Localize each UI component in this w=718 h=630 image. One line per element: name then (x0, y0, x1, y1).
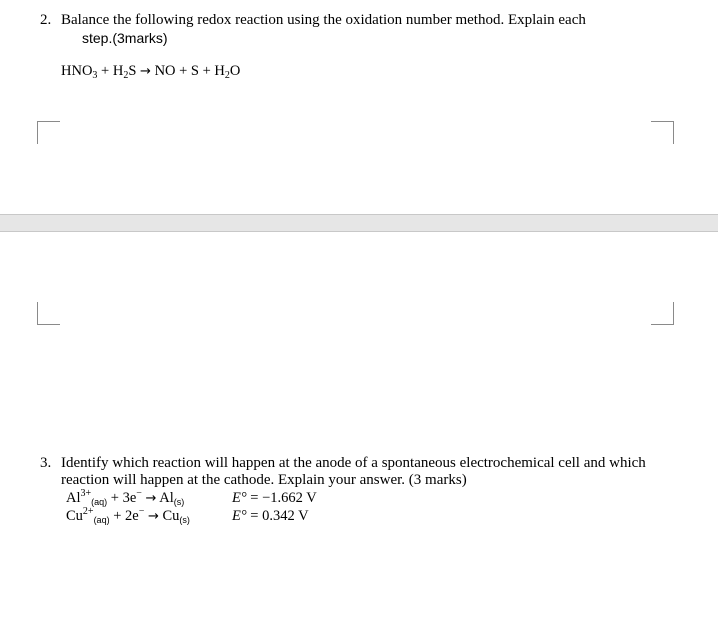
q2-text-line2: step.(3marks) (82, 30, 168, 46)
half-reaction-al: $Al^{3+}_{(aq)} + 3e^- \to Al_{(s)}$ (66, 488, 185, 507)
q2-equation (61, 63, 240, 80)
reaction-arrow: → (145, 491, 157, 506)
products-formula: NO + $S + H_2O$ (154, 63, 241, 81)
margin-corner-bottom-left (37, 302, 60, 325)
q2-number: 2. (40, 12, 52, 28)
h2s-formula: + $H_2S$ (101, 63, 137, 81)
margin-corner-top-left (37, 121, 60, 144)
reaction-arrow: → (140, 64, 151, 79)
half-reaction-cu: $Cu^{2+}_{(aq)} + 2e^- \to Cu_{(s)}$ (66, 506, 190, 525)
margin-corner-bottom-right (651, 302, 674, 325)
margin-corner-top-right (651, 121, 674, 144)
q3-text-line2: reaction will happen at the cathode. Explain your answer. (3 marks) (61, 472, 467, 488)
q3-number: 3. (40, 455, 52, 471)
potential-al: E° = −1.662 V (232, 490, 317, 506)
potential-cu: E° = 0.342 V (232, 508, 309, 524)
page-break-separator (0, 214, 718, 232)
q3-text-line1: Identify which reaction will happen at the anode of a spontaneous electrochemical cell and which (61, 455, 646, 471)
q2-text-line1: Balance the following redox reaction using the oxidation number method. Explain each (61, 12, 586, 28)
reaction-arrow: → (147, 509, 159, 524)
hno3-formula: $HNO_3$ (61, 63, 98, 81)
